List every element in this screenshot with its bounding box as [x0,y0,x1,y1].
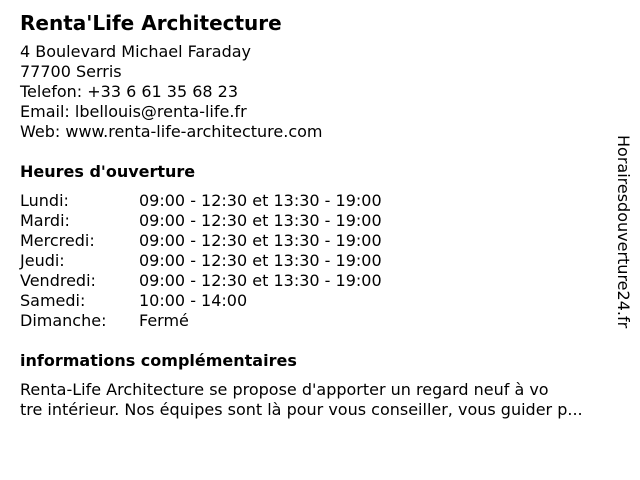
day-label: Dimanche: [20,311,107,330]
time-value: 09:00 - 12:30 et 13:30 - 19:00 [139,271,382,290]
hours-row-tuesday [20,211,382,231]
info-line-1: Renta-Life Architecture se propose d'apporter un regard neuf à vo [20,380,549,399]
hours-table [20,191,382,331]
day-label: Vendredi: [20,271,96,290]
time-value: 10:00 - 14:00 [139,291,248,310]
time-value: 09:00 - 12:30 et 13:30 - 19:00 [139,251,382,270]
hours-row-wednesday [20,231,382,251]
hours-row-sunday [20,311,382,331]
time-value: 09:00 - 12:30 et 13:30 - 19:00 [139,231,382,250]
hours-row-friday [20,271,382,291]
info-line-2: tre intérieur. Nos équipes sont là pour vous conseiller, vous guider p... [20,400,583,419]
hours-row-saturday [20,291,382,311]
hours-row-thursday [20,251,382,271]
contact-block [20,42,620,142]
hours-title: Heures d'ouverture [20,162,196,181]
day-label: Samedi: [20,291,86,310]
day-label: Lundi: [20,191,69,210]
info-description [20,380,630,420]
phone-line[interactable]: Telefon: +33 6 61 35 68 23 [20,82,239,101]
web-line[interactable]: Web: www.renta-life-architecture.com [20,122,323,141]
address-city: 77700 Serris [20,62,122,81]
email-line[interactable]: Email: lbellouis@renta-life.fr [20,102,247,121]
brand-watermark: Horairesdouverture24.fr [614,135,633,329]
day-label: Jeudi: [20,251,65,270]
day-label: Mardi: [20,211,70,230]
time-value: Fermé [139,311,189,330]
hours-row-monday [20,191,382,211]
business-card [20,10,620,420]
business-name: Renta'Life Architecture [20,11,282,35]
time-value: 09:00 - 12:30 et 13:30 - 19:00 [139,211,382,230]
day-label: Mercredi: [20,231,95,250]
address-street: 4 Boulevard Michael Faraday [20,42,251,61]
time-value: 09:00 - 12:30 et 13:30 - 19:00 [139,191,382,210]
info-title: informations complémentaires [20,351,297,370]
